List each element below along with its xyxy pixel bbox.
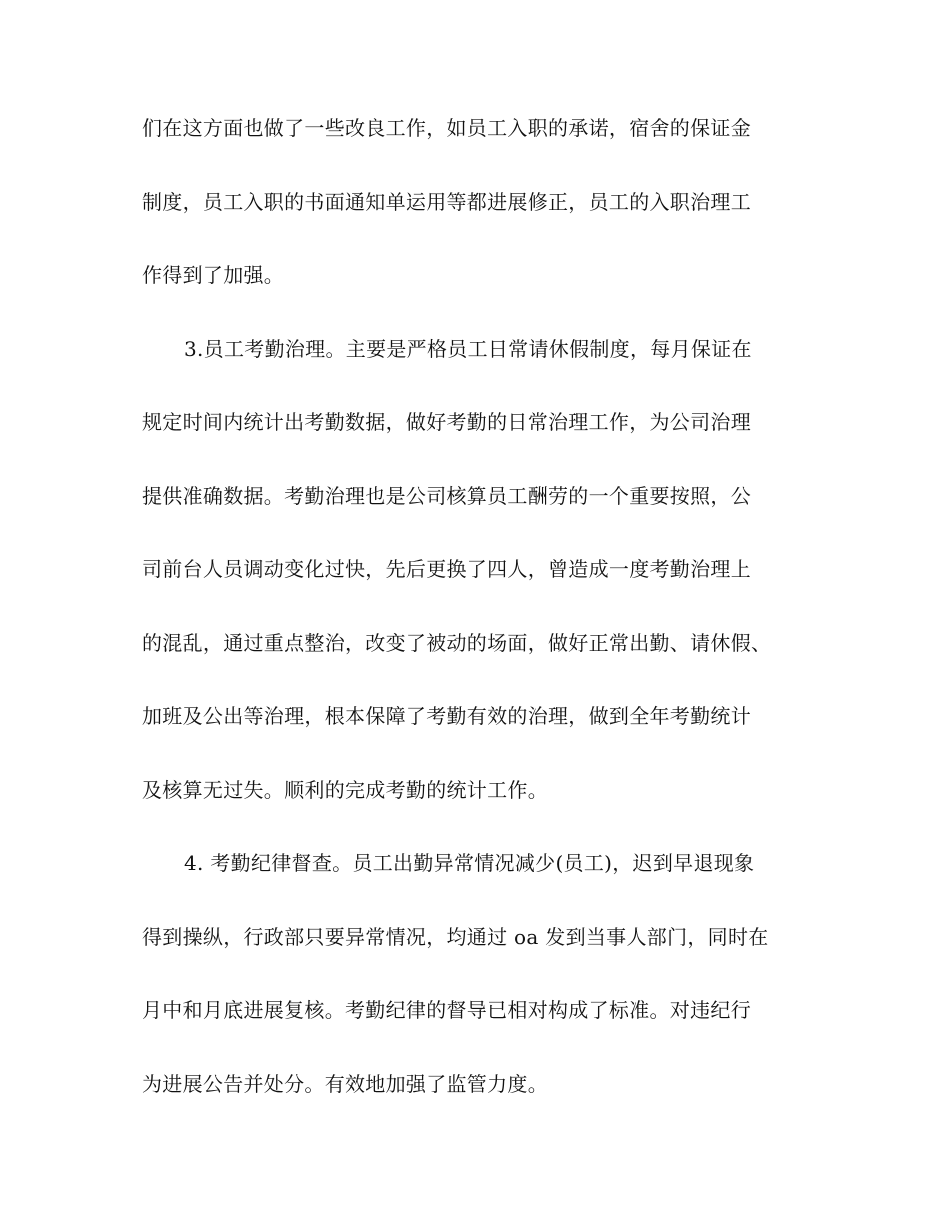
text-line: 为进展公告并处分。有效地加强了监管力度。 <box>142 1071 548 1096</box>
body-text <box>142 118 822 1147</box>
text-line: 月中和月底进展复核。考勤纪律的督导已相对构成了标准。对违纪行 <box>142 998 751 1022</box>
text-line: 得到操纵，行政部只要异常情况，均通过 oa 发到当事人部门，同时在 <box>142 924 769 949</box>
paragraph-3-start: 3.员工考勤治理。主要是严格员工日常请休假制度，每月保证在 <box>184 336 752 361</box>
text-line: 及核算无过失。顺利的完成考勤的统计工作。 <box>142 777 548 802</box>
text-line: 加班及公出等治理，根本保障了考勤有效的治理，做到全年考勤统计 <box>142 704 751 728</box>
text-line: 们在这方面也做了一些改良工作，如员工入职的承诺，宿舍的保证金 <box>142 116 751 140</box>
text-line: 的混乱，通过重点整治，改变了被动的场面，做好正常出勤、请休假、 <box>142 630 772 655</box>
text-line: 制度，员工入职的书面通知单运用等都进展修正，员工的入职治理工 <box>142 189 751 214</box>
paragraph-4-start: 4. 考勤纪律督查。员工出勤异常情况减少(员工)，迟到早退现象 <box>184 851 755 875</box>
text-line: 作得到了加强。 <box>142 263 285 287</box>
text-line: 司前台人员调动变化过快，先后更换了四人，曾造成一度考勤治理上 <box>142 557 751 581</box>
text-line: 提供准确数据。考勤治理也是公司核算员工酬劳的一个重要按照，公 <box>142 483 751 508</box>
text-line: 规定时间内统计出考勤数据，做好考勤的日常治理工作，为公司治理 <box>142 410 751 434</box>
